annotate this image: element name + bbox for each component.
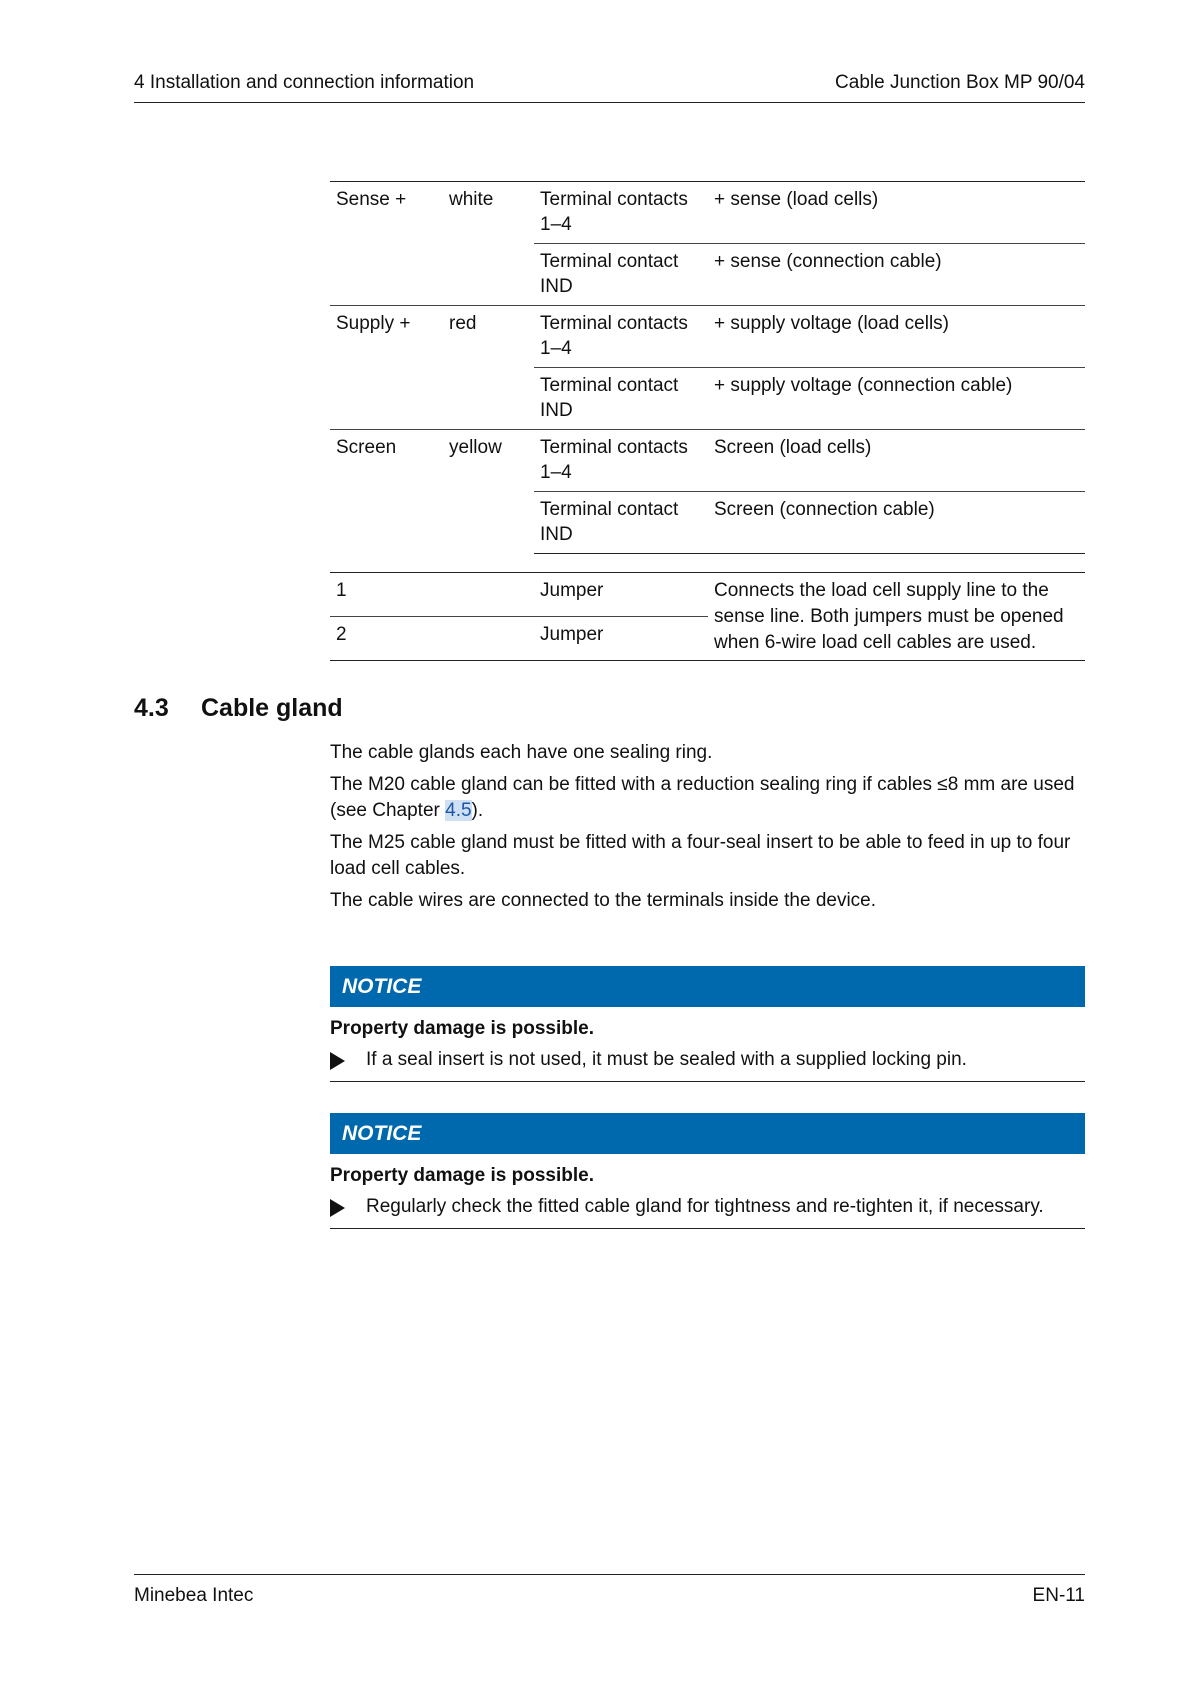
section-body (330, 740, 1090, 920)
notice-label: NOTICE (330, 1113, 1085, 1154)
paragraph (330, 772, 1090, 824)
color-cell: yellow (443, 430, 534, 554)
jumper-component: Jumper (534, 573, 708, 617)
function-cell: Screen (connection cable) (708, 492, 1085, 554)
paragraph: The cable wires are connected to the terminals inside the device. (330, 890, 877, 911)
jumper-component: Jumper (534, 617, 708, 661)
color-cell: white (443, 182, 534, 306)
chapter-link[interactable]: 4.5 (445, 800, 472, 821)
header-chapter: 4 Installation and connection information (134, 72, 475, 93)
jumper-description: Connects the load cell supply line to the sense line. Both jumpers must be opened when 6-wire load cell cables are used. (708, 573, 1085, 661)
table-row (330, 430, 1085, 492)
signal-cell: Supply + (330, 306, 443, 430)
terminal-cell: Terminal contact IND (534, 492, 708, 554)
function-cell: Screen (load cells) (708, 430, 1085, 492)
table-row (330, 306, 1085, 368)
notice-item (330, 1194, 1085, 1220)
notice-box (330, 1113, 1085, 1229)
paragraph-text: The M20 cable gland can be fitted with a reduction sealing ring if cables ≤8 mm are used (see Chapter (330, 774, 1075, 821)
notice-item-text: Regularly check the fitted cable gland for tightness and re-tighten it, if necessary. (366, 1196, 1044, 1217)
page-header (134, 72, 1085, 103)
function-cell: + supply voltage (load cells) (708, 306, 1085, 368)
paragraph: The cable glands each have one sealing ring. (330, 742, 713, 763)
section-title: Cable gland (201, 694, 343, 722)
page-footer (134, 1574, 1085, 1606)
signal-cell: Screen (330, 430, 443, 554)
color-cell: red (443, 306, 534, 430)
notice-item-text: If a seal insert is not used, it must be sealed with a supplied locking pin. (366, 1049, 967, 1070)
notice-title: Property damage is possible. (330, 1165, 594, 1186)
paragraph: The M25 cable gland must be fitted with a four-seal insert to be able to feed in up to four load cell cables. (330, 832, 1071, 879)
section-number: 4.3 (134, 694, 169, 722)
table-row (330, 182, 1085, 244)
paragraph-text: ). (471, 800, 484, 821)
function-cell: + sense (load cells) (708, 182, 1085, 244)
terminal-cell: Terminal contacts 1–4 (534, 430, 708, 492)
arrow-right-icon (330, 1052, 345, 1070)
terminal-cell: Terminal contacts 1–4 (534, 306, 708, 368)
notice-title: Property damage is possible. (330, 1018, 594, 1039)
notice-label: NOTICE (330, 966, 1085, 1007)
notice-item (330, 1047, 1085, 1073)
jumper-number: 1 (330, 573, 534, 617)
terminal-cell: Terminal contacts 1–4 (534, 182, 708, 244)
jumper-table (330, 572, 1085, 661)
signal-cell: Sense + (330, 182, 443, 306)
table-row (330, 573, 1085, 617)
arrow-right-icon (330, 1199, 345, 1217)
section-heading (134, 694, 343, 723)
terminal-cell: Terminal contact IND (534, 368, 708, 430)
function-cell: + supply voltage (connection cable) (708, 368, 1085, 430)
notice-box (330, 966, 1085, 1082)
header-product: Cable Junction Box MP 90/04 (835, 72, 1085, 93)
footer-company: Minebea Intec (134, 1585, 254, 1606)
function-cell: + sense (connection cable) (708, 244, 1085, 306)
footer-page-number: EN-11 (1032, 1585, 1085, 1606)
terminal-cell: Terminal contact IND (534, 244, 708, 306)
wire-table (330, 181, 1085, 554)
jumper-number: 2 (330, 617, 534, 661)
